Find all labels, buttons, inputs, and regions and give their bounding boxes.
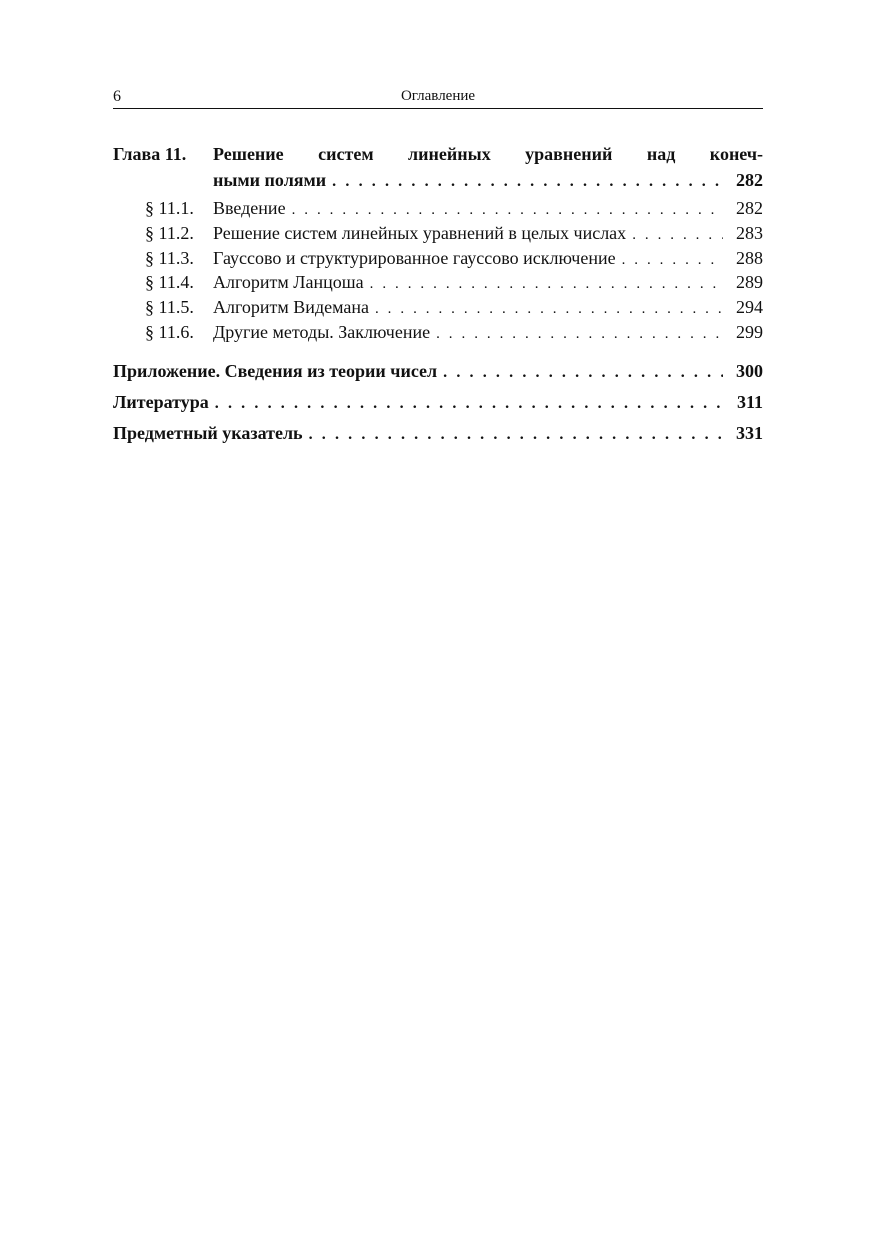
chapter-entry[interactable] [113,144,763,170]
dot-leader [215,395,723,413]
dot-leader [622,252,723,269]
dot-leader [375,301,723,318]
section-number: § 11.5. [145,297,194,318]
toc-back-matter-entry[interactable] [113,423,763,454]
entry-page: 331 [736,422,763,443]
section-number: § 11.1. [145,198,194,218]
toc-section[interactable] [113,223,763,248]
chapter-label: Глава 11. [113,144,187,164]
section-title: Другие методы. Заключение [213,321,431,342]
section-number: § 11.2. [145,222,194,243]
running-header [113,86,763,109]
toc-section[interactable] [113,297,763,322]
chapter-page: 282 [736,170,763,190]
toc-section[interactable] [113,272,763,297]
toc-back-matter-entry[interactable] [113,361,763,392]
section-title: Введение [213,198,286,218]
toc-section[interactable] [113,198,763,223]
entry-page: 300 [736,360,763,381]
dot-leader [632,227,723,244]
entry-title: Предметный указатель [113,422,303,443]
section-number: § 11.4. [145,272,194,293]
section-number: § 11.3. [145,247,194,268]
section-title: Решение систем линейных уравнений в целых числах [213,222,627,243]
section-title: Алгоритм Видемана [213,297,369,318]
chapter-title-line1: Решение систем линейных уравнений над конеч- [213,144,763,164]
page-number: 6 [113,88,121,105]
dot-leader [309,426,723,444]
section-page: 288 [736,247,763,268]
dot-leader [370,276,723,293]
chapter-entry-continuation[interactable] [113,170,763,198]
spacer [113,347,763,361]
dot-leader [436,326,723,343]
section-number: § 11.6. [145,321,194,342]
dot-leader [443,364,723,382]
chapter-title-line2: ными полями [213,170,327,190]
toc-section[interactable] [113,248,763,273]
section-page: 282 [736,198,763,218]
table-of-contents [113,144,763,454]
section-title: Алгоритм Ланцоша [213,272,364,293]
section-page: 283 [736,222,763,243]
running-title: Оглавление [400,88,476,104]
dot-leader [332,173,723,191]
section-page: 299 [736,321,763,342]
toc-section[interactable] [113,322,763,347]
toc-back-matter-entry[interactable] [113,392,763,423]
entry-title: Приложение. Сведения из теории чисел [113,360,438,381]
dot-leader [292,202,723,219]
section-title: Гауссово и структурированное гауссово исключение [213,247,616,268]
entry-page: 311 [736,391,763,412]
entry-title: Литература [113,391,209,412]
section-page: 289 [736,272,763,293]
section-page: 294 [736,297,763,318]
